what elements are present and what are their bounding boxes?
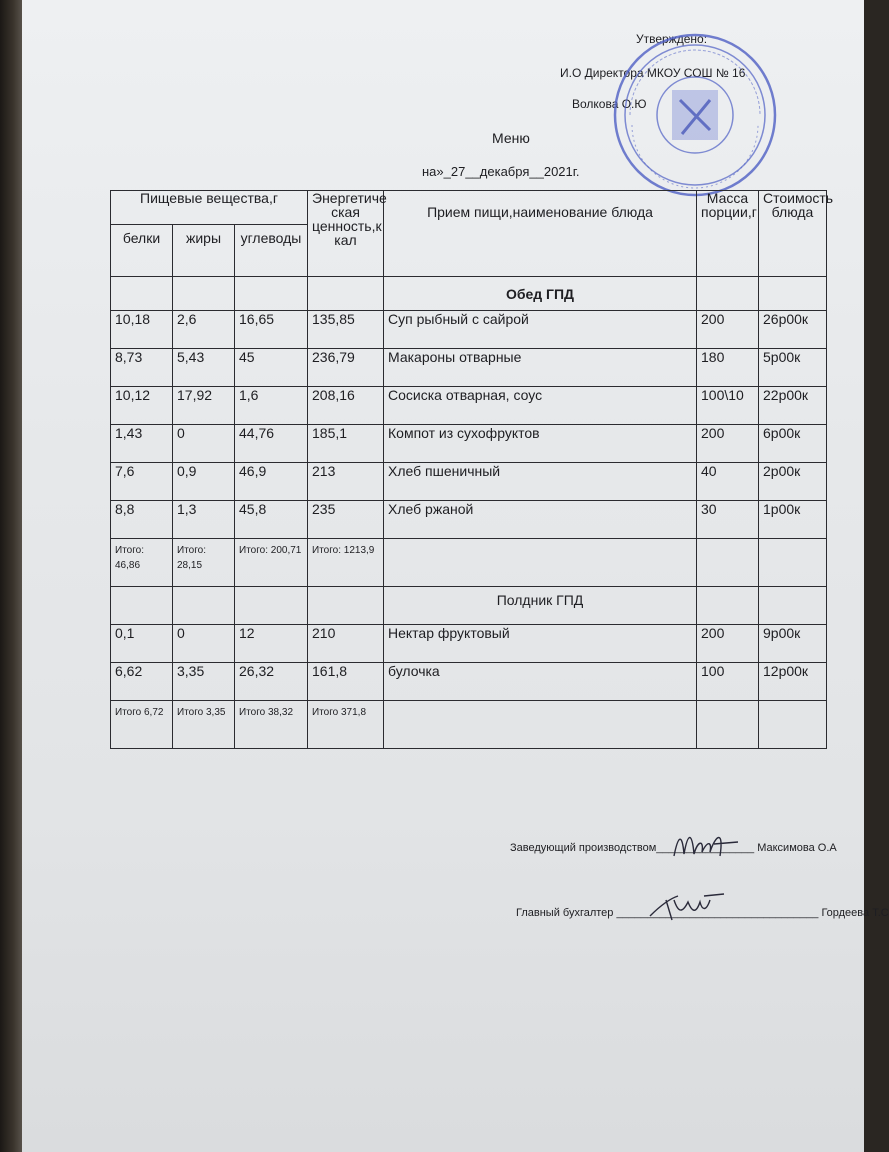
table-row	[111, 425, 827, 463]
accountant-name: Гордеева Т.С	[821, 907, 889, 919]
cell-cost: 6р00к	[759, 425, 827, 463]
table-row	[111, 311, 827, 349]
cell-protein: 10,12	[111, 387, 173, 425]
cell-energy: 213	[308, 463, 384, 501]
approval-title: Утверждено:	[636, 32, 708, 46]
production-label: Заведующий производством	[510, 842, 657, 854]
table-row	[111, 501, 827, 539]
cell-protein: 1,43	[111, 425, 173, 463]
cell-protein: 8,73	[111, 349, 173, 387]
cell-energy: 185,1	[308, 425, 384, 463]
cell-mass: 100\10	[697, 387, 759, 425]
snack-total-fat: Итого 3,35	[173, 701, 235, 749]
cell-mass: 200	[697, 625, 759, 663]
cell-mass: 180	[697, 349, 759, 387]
cell-mass: 100	[697, 663, 759, 701]
cell-fat: 0	[173, 425, 235, 463]
lunch-total-energy: Итого: 1213,9	[308, 539, 384, 587]
table-row	[111, 387, 827, 425]
accountant-handwritten-signature	[648, 890, 728, 930]
cell-cost: 12р00к	[759, 663, 827, 701]
accountant-label: Главный бухгалтер	[516, 907, 614, 919]
snack-total-protein: Итого 6,72	[111, 701, 173, 749]
cell-dish: Суп рыбный с сайрой	[384, 311, 697, 349]
table-row	[111, 625, 827, 663]
cell-carbs: 12	[235, 625, 308, 663]
table-row	[111, 663, 827, 701]
cell-fat: 5,43	[173, 349, 235, 387]
carbs-header: углеводы	[235, 225, 308, 277]
cell-fat: 0	[173, 625, 235, 663]
cell-protein: 7,6	[111, 463, 173, 501]
cell-dish: Хлеб пшеничный	[384, 463, 697, 501]
cell-dish: булочка	[384, 663, 697, 701]
cell-energy: 208,16	[308, 387, 384, 425]
lunch-total-fat: Итого: 28,15	[173, 539, 235, 587]
paper-edge-background	[0, 0, 22, 1152]
cell-energy: 135,85	[308, 311, 384, 349]
cell-dish: Хлеб ржаной	[384, 501, 697, 539]
approval-name: Волкова О.Ю	[572, 97, 647, 111]
menu-table	[110, 190, 834, 749]
accountant-underline: _________________________________	[616, 907, 819, 919]
cell-fat: 2,6	[173, 311, 235, 349]
cell-protein: 0,1	[111, 625, 173, 663]
cell-energy: 210	[308, 625, 384, 663]
snack-section-title: Полдник ГПД	[384, 587, 697, 625]
cell-carbs: 46,9	[235, 463, 308, 501]
cell-fat: 0,9	[173, 463, 235, 501]
page-title: Меню	[492, 130, 530, 146]
menu-date: на»_27__декабря__2021г.	[422, 164, 580, 179]
cell-carbs: 45,8	[235, 501, 308, 539]
cell-cost: 9р00к	[759, 625, 827, 663]
cell-mass: 30	[697, 501, 759, 539]
cell-mass: 200	[697, 425, 759, 463]
dish-header: Прием пищи,наименование блюда	[384, 191, 697, 277]
lunch-total-protein: Итого: 46,86	[111, 539, 173, 587]
official-seal-stamp	[610, 30, 780, 200]
fat-header: жиры	[173, 225, 235, 277]
cell-carbs: 1,6	[235, 387, 308, 425]
cell-dish: Компот из сухофруктов	[384, 425, 697, 463]
cell-carbs: 16,65	[235, 311, 308, 349]
production-name: Максимова О.А	[757, 842, 837, 854]
cell-fat: 3,35	[173, 663, 235, 701]
snack-total-carbs: Итого 38,32	[235, 701, 308, 749]
cell-cost: 5р00к	[759, 349, 827, 387]
approval-position: И.О Директора МКОУ СОШ № 16	[560, 66, 746, 80]
cell-mass: 200	[697, 311, 759, 349]
cell-cost: 2р00к	[759, 463, 827, 501]
table-row	[111, 349, 827, 387]
cell-protein: 6,62	[111, 663, 173, 701]
mass-header: Масса порции,г	[697, 191, 759, 277]
cell-protein: 10,18	[111, 311, 173, 349]
cell-fat: 17,92	[173, 387, 235, 425]
cell-dish: Нектар фруктовый	[384, 625, 697, 663]
cell-energy: 235	[308, 501, 384, 539]
cell-mass: 40	[697, 463, 759, 501]
cell-cost: 1р00к	[759, 501, 827, 539]
cell-carbs: 44,76	[235, 425, 308, 463]
nutrients-group-header: Пищевые вещества,г	[111, 191, 308, 225]
cost-header: Стоимость блюда	[759, 191, 827, 277]
cell-protein: 8,8	[111, 501, 173, 539]
cell-dish: Сосиска отварная, соус	[384, 387, 697, 425]
lunch-total-carbs: Итого: 200,71	[235, 539, 308, 587]
cell-energy: 161,8	[308, 663, 384, 701]
table-row	[111, 463, 827, 501]
protein-header: белки	[111, 225, 173, 277]
snack-total-energy: Итого 371,8	[308, 701, 384, 749]
cell-dish: Макароны отварные	[384, 349, 697, 387]
cell-cost: 26р00к	[759, 311, 827, 349]
lunch-section-title: Обед ГПД	[384, 277, 697, 311]
cell-carbs: 45	[235, 349, 308, 387]
production-underline: ________________	[656, 842, 755, 854]
energy-header: Энергетиче ская ценность,к кал	[308, 191, 384, 277]
cell-fat: 1,3	[173, 501, 235, 539]
cell-cost: 22р00к	[759, 387, 827, 425]
production-handwritten-signature	[668, 826, 748, 862]
cell-carbs: 26,32	[235, 663, 308, 701]
cell-energy: 236,79	[308, 349, 384, 387]
